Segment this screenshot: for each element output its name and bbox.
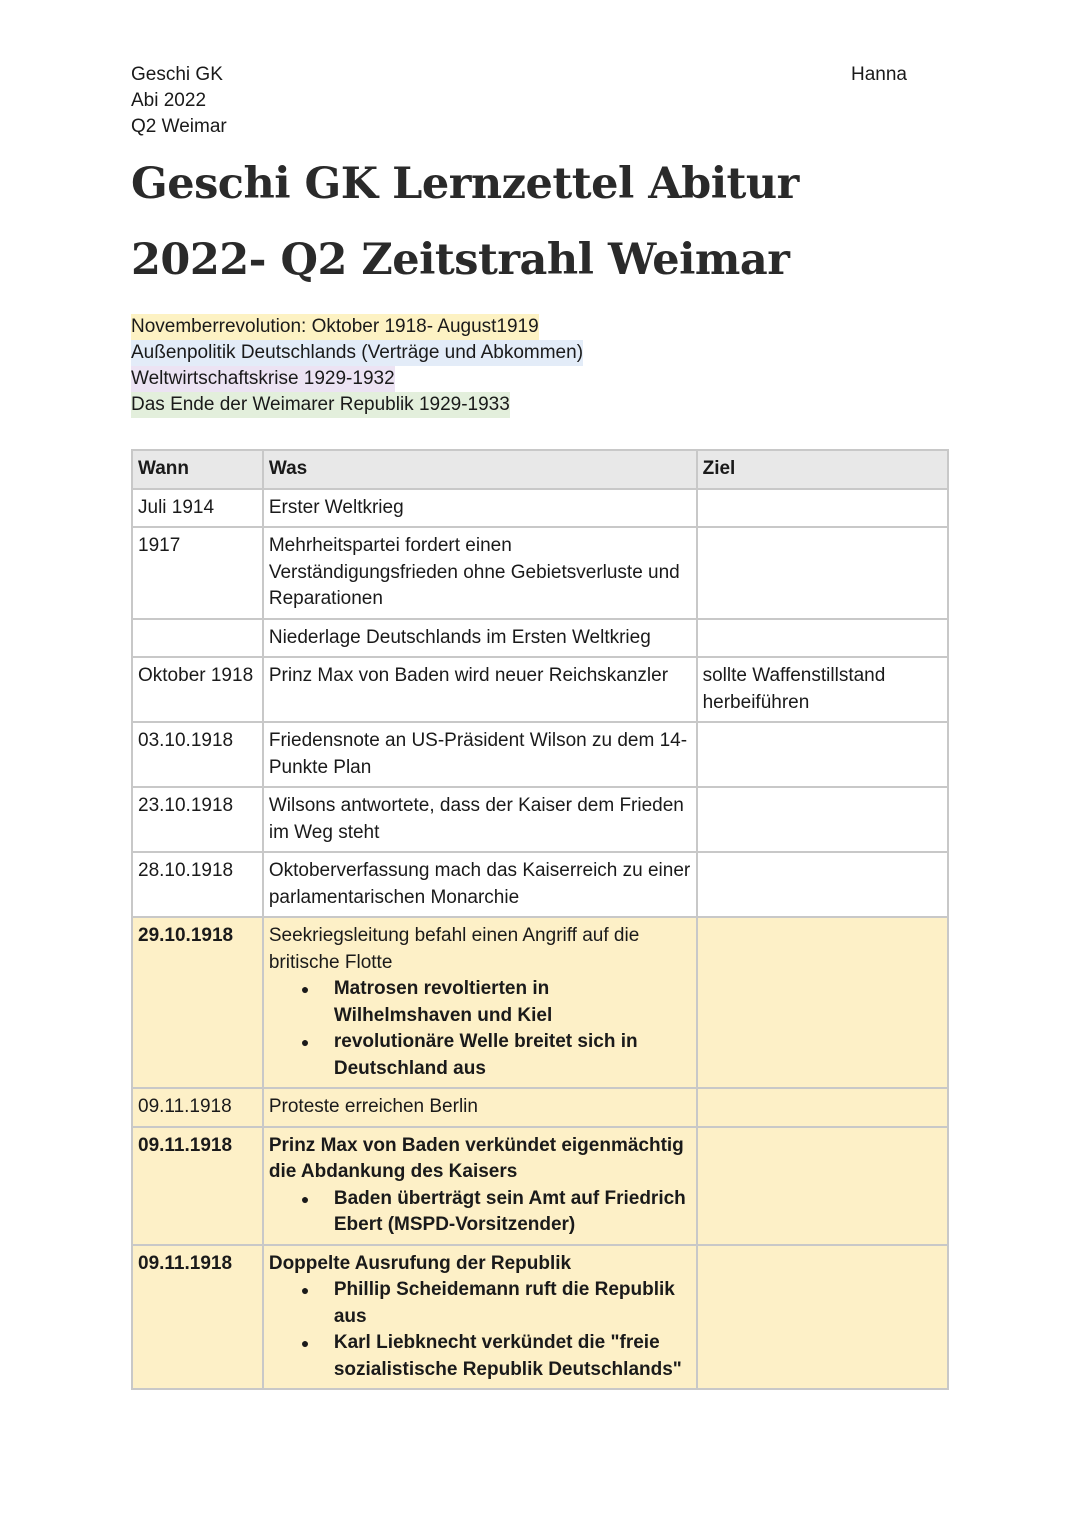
cell-was: Wilsons antwortete, dass der Kaiser dem Frieden im Weg steht <box>263 787 697 852</box>
page-title: Geschi GK Lernzettel Abitur 2022- Q2 Zeitstrahl Weimar <box>131 159 799 285</box>
table-row <box>132 787 948 852</box>
header-ziel: Ziel <box>697 450 948 489</box>
table-row <box>132 722 948 787</box>
meta-course: Geschi GK <box>131 64 223 85</box>
legend-item-novemberrevolution: Novemberrevolution: Oktober 1918- August1919 <box>131 314 539 340</box>
cell-was <box>263 917 697 1088</box>
bullet-item: ● Phillip Scheidemann ruft die Republik aus <box>334 1277 691 1330</box>
cell-was-text: Seekriegsleitung befahl einen Angriff auf die britische Flotte <box>268 925 640 973</box>
bullet-item: ● revolutionäre Welle breitet sich in Deutschland aus <box>334 1029 691 1082</box>
table-row <box>132 489 948 528</box>
cell-ziel <box>697 527 948 619</box>
cell-wann: 03.10.1918 <box>132 722 263 787</box>
meta-year: Abi 2022 <box>131 90 207 111</box>
cell-was <box>263 1245 697 1390</box>
timeline-table <box>131 449 949 1390</box>
meta-topic: Q2 Weimar <box>131 116 227 137</box>
cell-was: Proteste erreichen Berlin <box>263 1088 697 1127</box>
cell-wann: 09.11.1918 <box>132 1088 263 1127</box>
document-meta <box>131 62 947 140</box>
cell-ziel <box>697 722 948 787</box>
legend-item-weltwirtschaftskrise: Weltwirtschaftskrise 1929-1932 <box>131 366 395 392</box>
cell-ziel <box>697 852 948 917</box>
legend-item-ende-weimar: Das Ende der Weimarer Republik 1929-1933 <box>131 392 510 418</box>
cell-was-text: Prinz Max von Baden verkündet eigenmächtig die Abdankung des Kaisers <box>268 1134 684 1182</box>
cell-ziel <box>697 1127 948 1245</box>
header-wann: Wann <box>132 450 263 489</box>
table-row <box>132 657 948 722</box>
document-page <box>131 62 947 1390</box>
cell-was: Niederlage Deutschlands im Ersten Weltkrieg <box>263 619 697 658</box>
bullet-item: ● Baden überträgt sein Amt auf Friedrich Ebert (MSPD-Vorsitzender) <box>334 1186 691 1239</box>
cell-was: Oktoberverfassung mach das Kaiserreich zu einer parlamentarischen Monarchie <box>263 852 697 917</box>
cell-wann: Juli 1914 <box>132 489 263 528</box>
header-was: Was <box>263 450 697 489</box>
bullet-item: ● Matrosen revoltierten in Wilhelmshaven und Kiel <box>334 976 691 1029</box>
cell-ziel <box>697 1088 948 1127</box>
cell-ziel <box>697 917 948 1088</box>
legend-item-aussenpolitik: Außenpolitik Deutschlands (Verträge und Abkommen) <box>131 340 583 366</box>
bullet-list <box>269 1277 691 1383</box>
cell-wann <box>132 619 263 658</box>
cell-wann: 23.10.1918 <box>132 787 263 852</box>
cell-was <box>263 1127 697 1245</box>
table-row-highlighted <box>132 1088 948 1127</box>
table-row-highlighted <box>132 917 948 1088</box>
author-name: Hanna <box>851 64 907 85</box>
table-row <box>132 852 948 917</box>
color-legend <box>131 314 947 418</box>
bullet-list <box>269 1186 691 1239</box>
table-header-row <box>132 450 948 489</box>
cell-was-text: Doppelte Ausrufung der Republik <box>268 1252 572 1274</box>
cell-was: Mehrheitspartei fordert einen Verständigungsfrieden ohne Gebietsverluste und Reparationen <box>263 527 697 619</box>
cell-ziel <box>697 489 948 528</box>
cell-was: Friedensnote an US-Präsident Wilson zu dem 14-Punkte Plan <box>263 722 697 787</box>
cell-ziel <box>697 619 948 658</box>
cell-wann: 09.11.1918 <box>132 1127 263 1245</box>
cell-wann: Oktober 1918 <box>132 657 263 722</box>
cell-wann: 29.10.1918 <box>132 917 263 1088</box>
bullet-item: ● Karl Liebknecht verkündet die "freie sozialistische Republik Deutschlands" <box>334 1330 691 1383</box>
cell-ziel: sollte Waffenstillstand herbeiführen <box>697 657 948 722</box>
cell-wann: 09.11.1918 <box>132 1245 263 1390</box>
bullet-list <box>269 976 691 1082</box>
cell-wann: 28.10.1918 <box>132 852 263 917</box>
cell-ziel <box>697 1245 948 1390</box>
cell-was: Prinz Max von Baden wird neuer Reichskanzler <box>263 657 697 722</box>
table-row <box>132 527 948 619</box>
table-row-highlighted <box>132 1245 948 1390</box>
table-row <box>132 619 948 658</box>
cell-was: Erster Weltkrieg <box>263 489 697 528</box>
cell-ziel <box>697 787 948 852</box>
table-row-highlighted <box>132 1127 948 1245</box>
cell-wann: 1917 <box>132 527 263 619</box>
